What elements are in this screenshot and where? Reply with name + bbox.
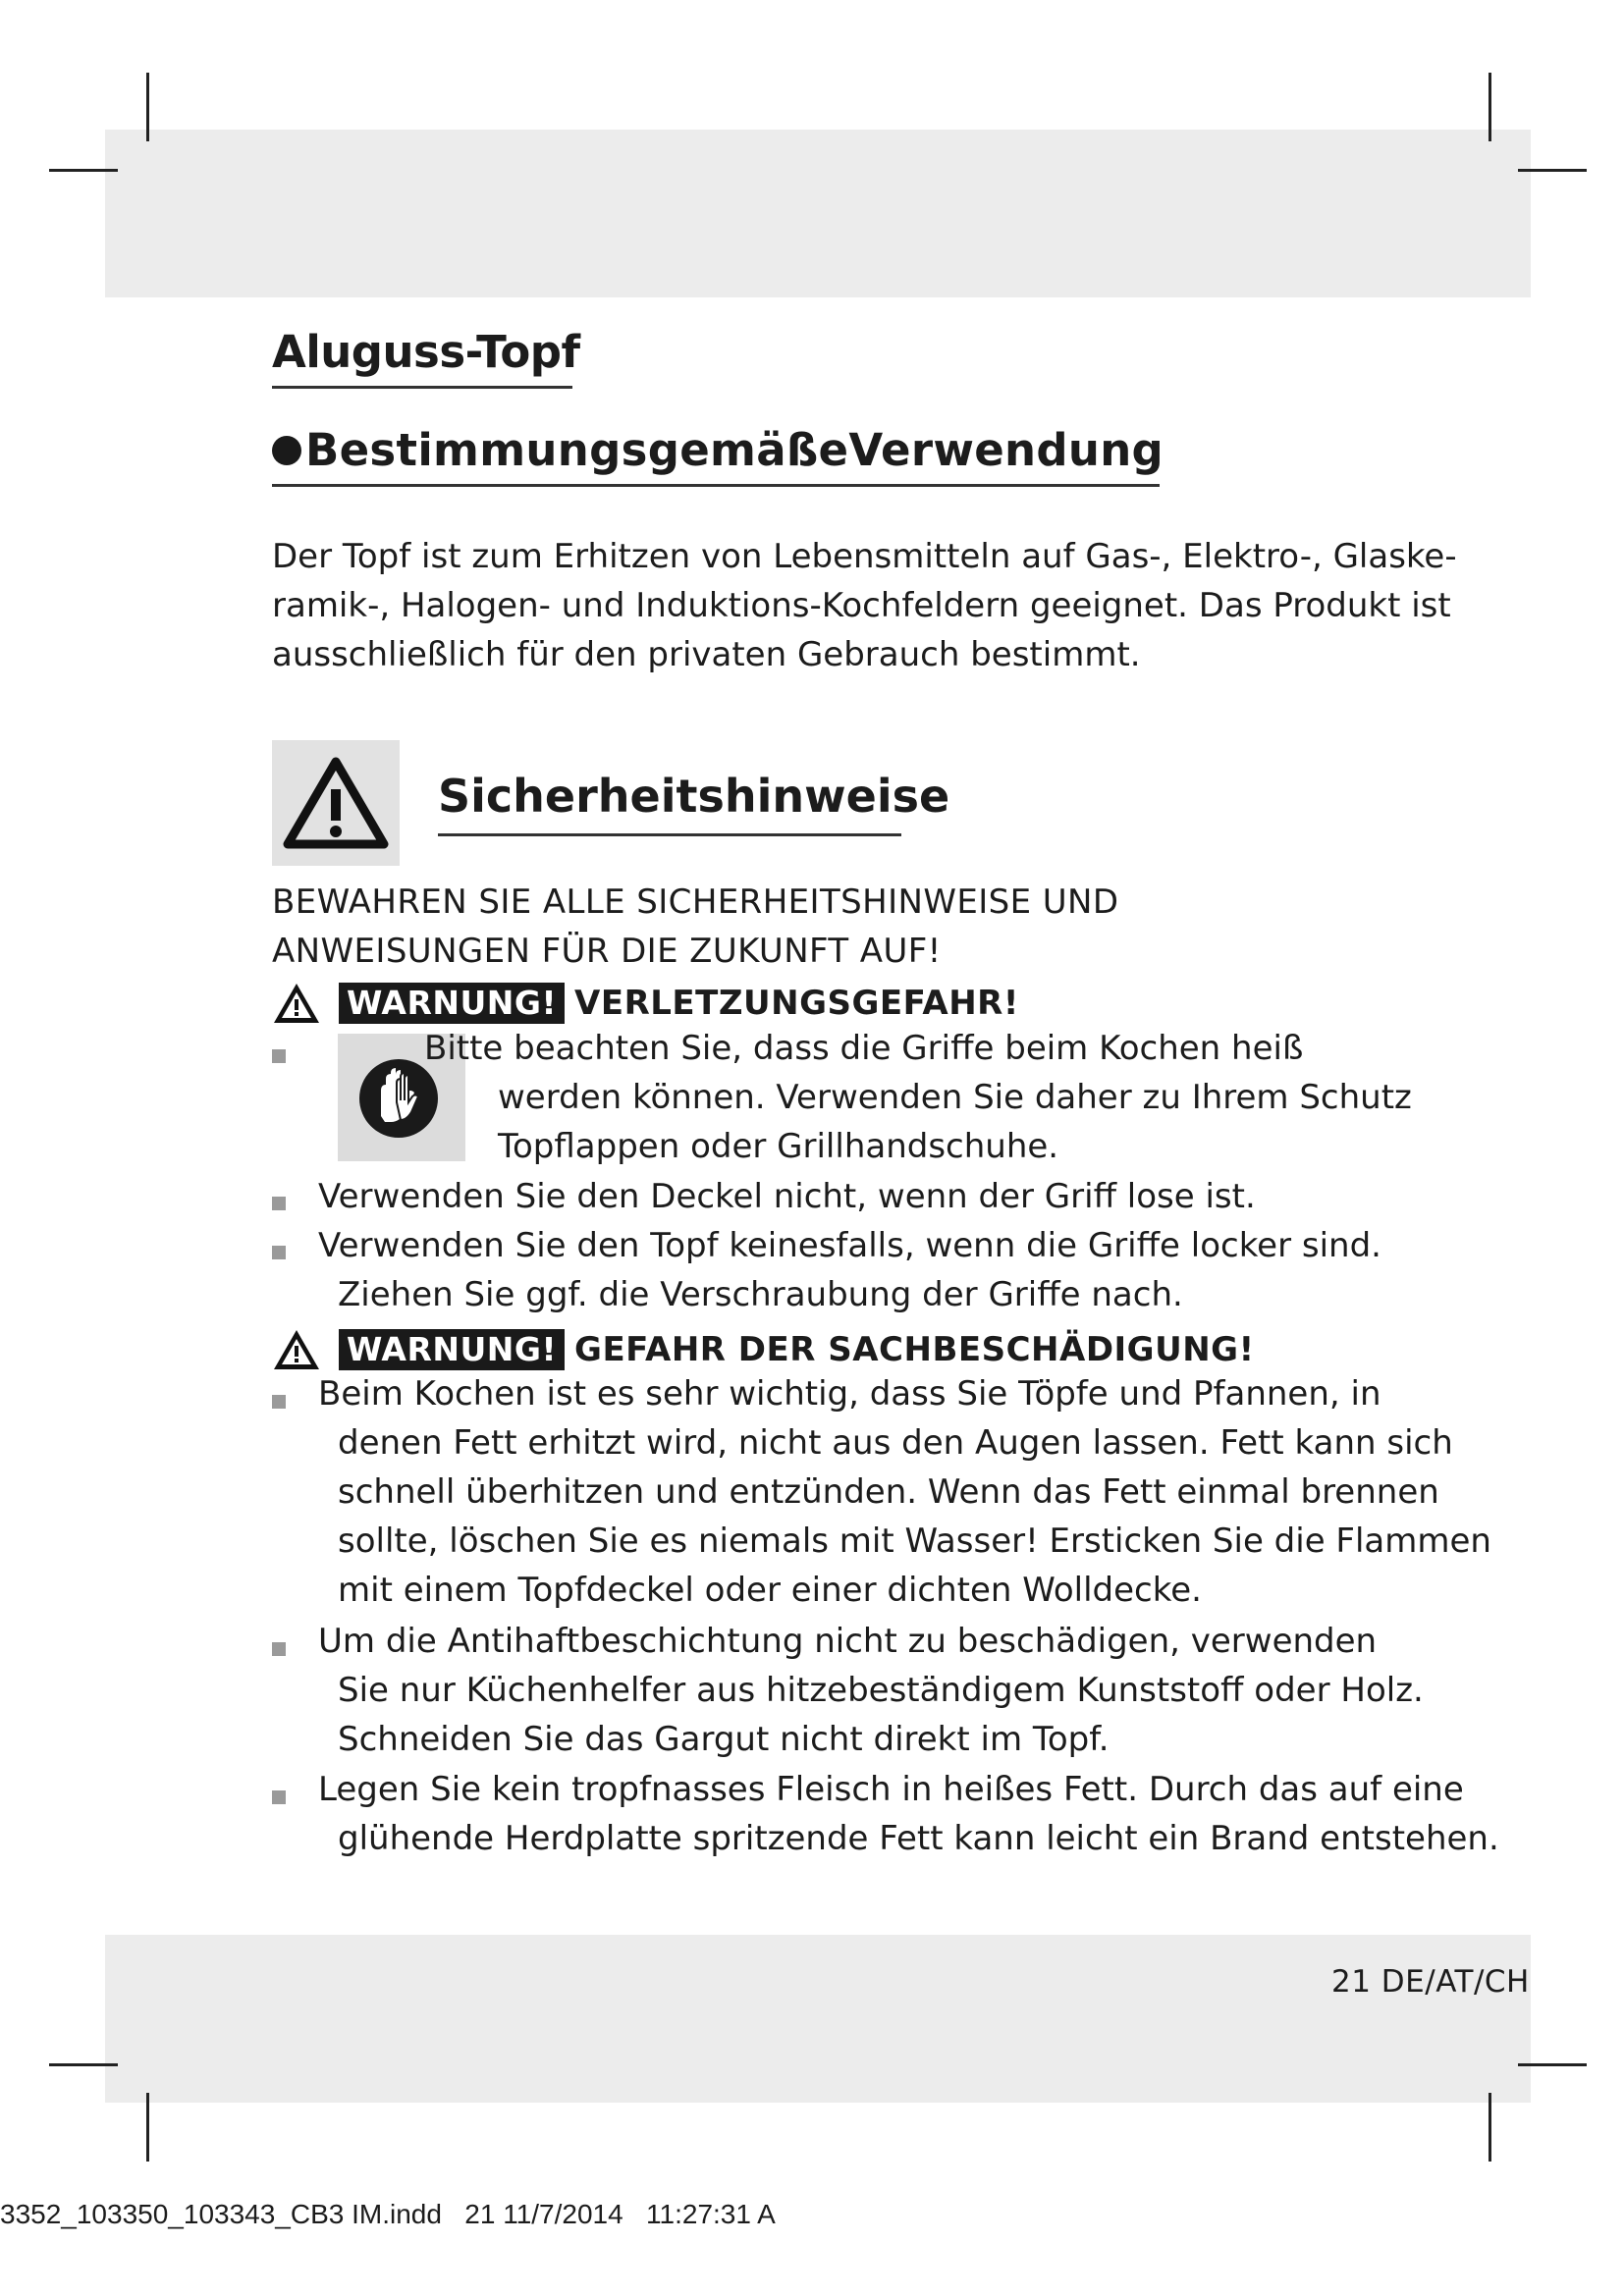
warning-triangle-icon <box>272 1328 321 1371</box>
header-band <box>105 130 1531 297</box>
crop-mark <box>1518 169 1587 172</box>
warning-title: GEFAHR DER SACHBESCHÄDIGUNG! <box>574 1330 1255 1369</box>
section-heading-text: BestimmungsgemäßeVerwendung <box>305 424 1164 476</box>
page-title: Aluguss-Topf <box>272 326 580 378</box>
list-bullet <box>272 1246 286 1259</box>
list-item-text: Topflappen oder Grillhandschuhe. <box>498 1127 1059 1166</box>
warning-triangle-icon <box>272 740 400 866</box>
list-bullet <box>272 1049 286 1063</box>
crop-mark <box>1489 73 1491 141</box>
warning-tag: WARNUNG! <box>339 983 565 1024</box>
footer-band <box>105 1935 1531 2103</box>
list-bullet <box>272 1790 286 1804</box>
list-item-text: Ziehen Sie ggf. die Verschraubung der Griffe nach. <box>338 1275 1183 1314</box>
bullet-dot-icon <box>272 436 301 465</box>
caps-line: BEWAHREN SIE ALLE SICHERHEITSHINWEISE UND <box>272 882 1119 922</box>
section-heading <box>272 424 1164 476</box>
crop-mark <box>1518 2063 1587 2066</box>
print-slug: 3352_103350_103343_CB3 IM.indd 21 11/7/2014 11:27:31 A <box>0 2199 776 2229</box>
page-number: 21 DE/AT/CH <box>1331 1964 1530 2000</box>
list-item-text: mit einem Topfdeckel oder einer dichten Wolldecke. <box>338 1571 1202 1610</box>
safety-heading: Sicherheitshinweise <box>438 770 950 823</box>
intro-line: Der Topf ist zum Erhitzen von Lebensmitteln auf Gas-, Elektro-, Glaske- <box>272 537 1457 576</box>
warning-title: VERLETZUNGSGEFAHR! <box>574 984 1019 1023</box>
list-item-text: Schneiden Sie das Gargut nicht direkt im Topf. <box>338 1720 1110 1759</box>
crop-mark <box>146 2093 149 2162</box>
list-item-text: Legen Sie kein tropfnasses Fleisch in heißes Fett. Durch das auf eine <box>318 1770 1464 1809</box>
warning-tag: WARNUNG! <box>339 1329 565 1370</box>
warning-triangle-icon <box>272 982 321 1025</box>
safety-caps-notice <box>272 878 1118 976</box>
list-item-text: werden können. Verwenden Sie daher zu Ihrem Schutz <box>498 1078 1412 1117</box>
list-item-text: Verwenden Sie den Deckel nicht, wenn der Griff lose ist. <box>318 1177 1256 1216</box>
crop-mark <box>49 169 118 172</box>
list-item-text: denen Fett erhitzt wird, nicht aus den Augen lassen. Fett kann sich <box>338 1423 1453 1463</box>
intro-line: ausschließlich für den privaten Gebrauch bestimmt. <box>272 635 1141 674</box>
crop-mark <box>1489 2093 1491 2162</box>
intro-line: ramik-, Halogen- und Induktions-Kochfeldern geeignet. Das Produkt ist <box>272 586 1451 625</box>
list-bullet <box>272 1197 286 1210</box>
list-item-text: Sie nur Küchenhelfer aus hitzebeständigem Kunststoff oder Holz. <box>338 1671 1424 1710</box>
list-item-text: glühende Herdplatte spritzende Fett kann leicht ein Brand entstehen. <box>338 1819 1499 1858</box>
list-item-text: Verwenden Sie den Topf keinesfalls, wenn die Griffe locker sind. <box>318 1226 1381 1265</box>
list-bullet <box>272 1395 286 1409</box>
warning-row <box>272 1328 1255 1371</box>
list-item-text: schnell überhitzen und entzünden. Wenn das Fett einmal brennen <box>338 1472 1439 1512</box>
crop-mark <box>49 2063 118 2066</box>
list-item-text: Beim Kochen ist es sehr wichtig, dass Sie Töpfe und Pfannen, in <box>318 1374 1381 1414</box>
list-bullet <box>272 1642 286 1656</box>
section-heading-underline <box>272 484 1160 487</box>
caps-line: ANWEISUNGEN FÜR DIE ZUKUNFT AUF! <box>272 932 942 971</box>
list-item-text: Um die Antihaftbeschichtung nicht zu beschädigen, verwenden <box>318 1622 1378 1661</box>
list-item-text: Bitte beachten Sie, dass die Griffe beim Kochen heiß <box>424 1029 1304 1068</box>
list-item-text: sollte, löschen Sie es niemals mit Wasser! Ersticken Sie die Flammen <box>338 1522 1491 1561</box>
intro-paragraph <box>272 532 1457 679</box>
warning-row <box>272 982 1019 1025</box>
title-underline <box>272 386 572 389</box>
safety-heading-underline <box>438 833 901 836</box>
crop-mark <box>146 73 149 141</box>
